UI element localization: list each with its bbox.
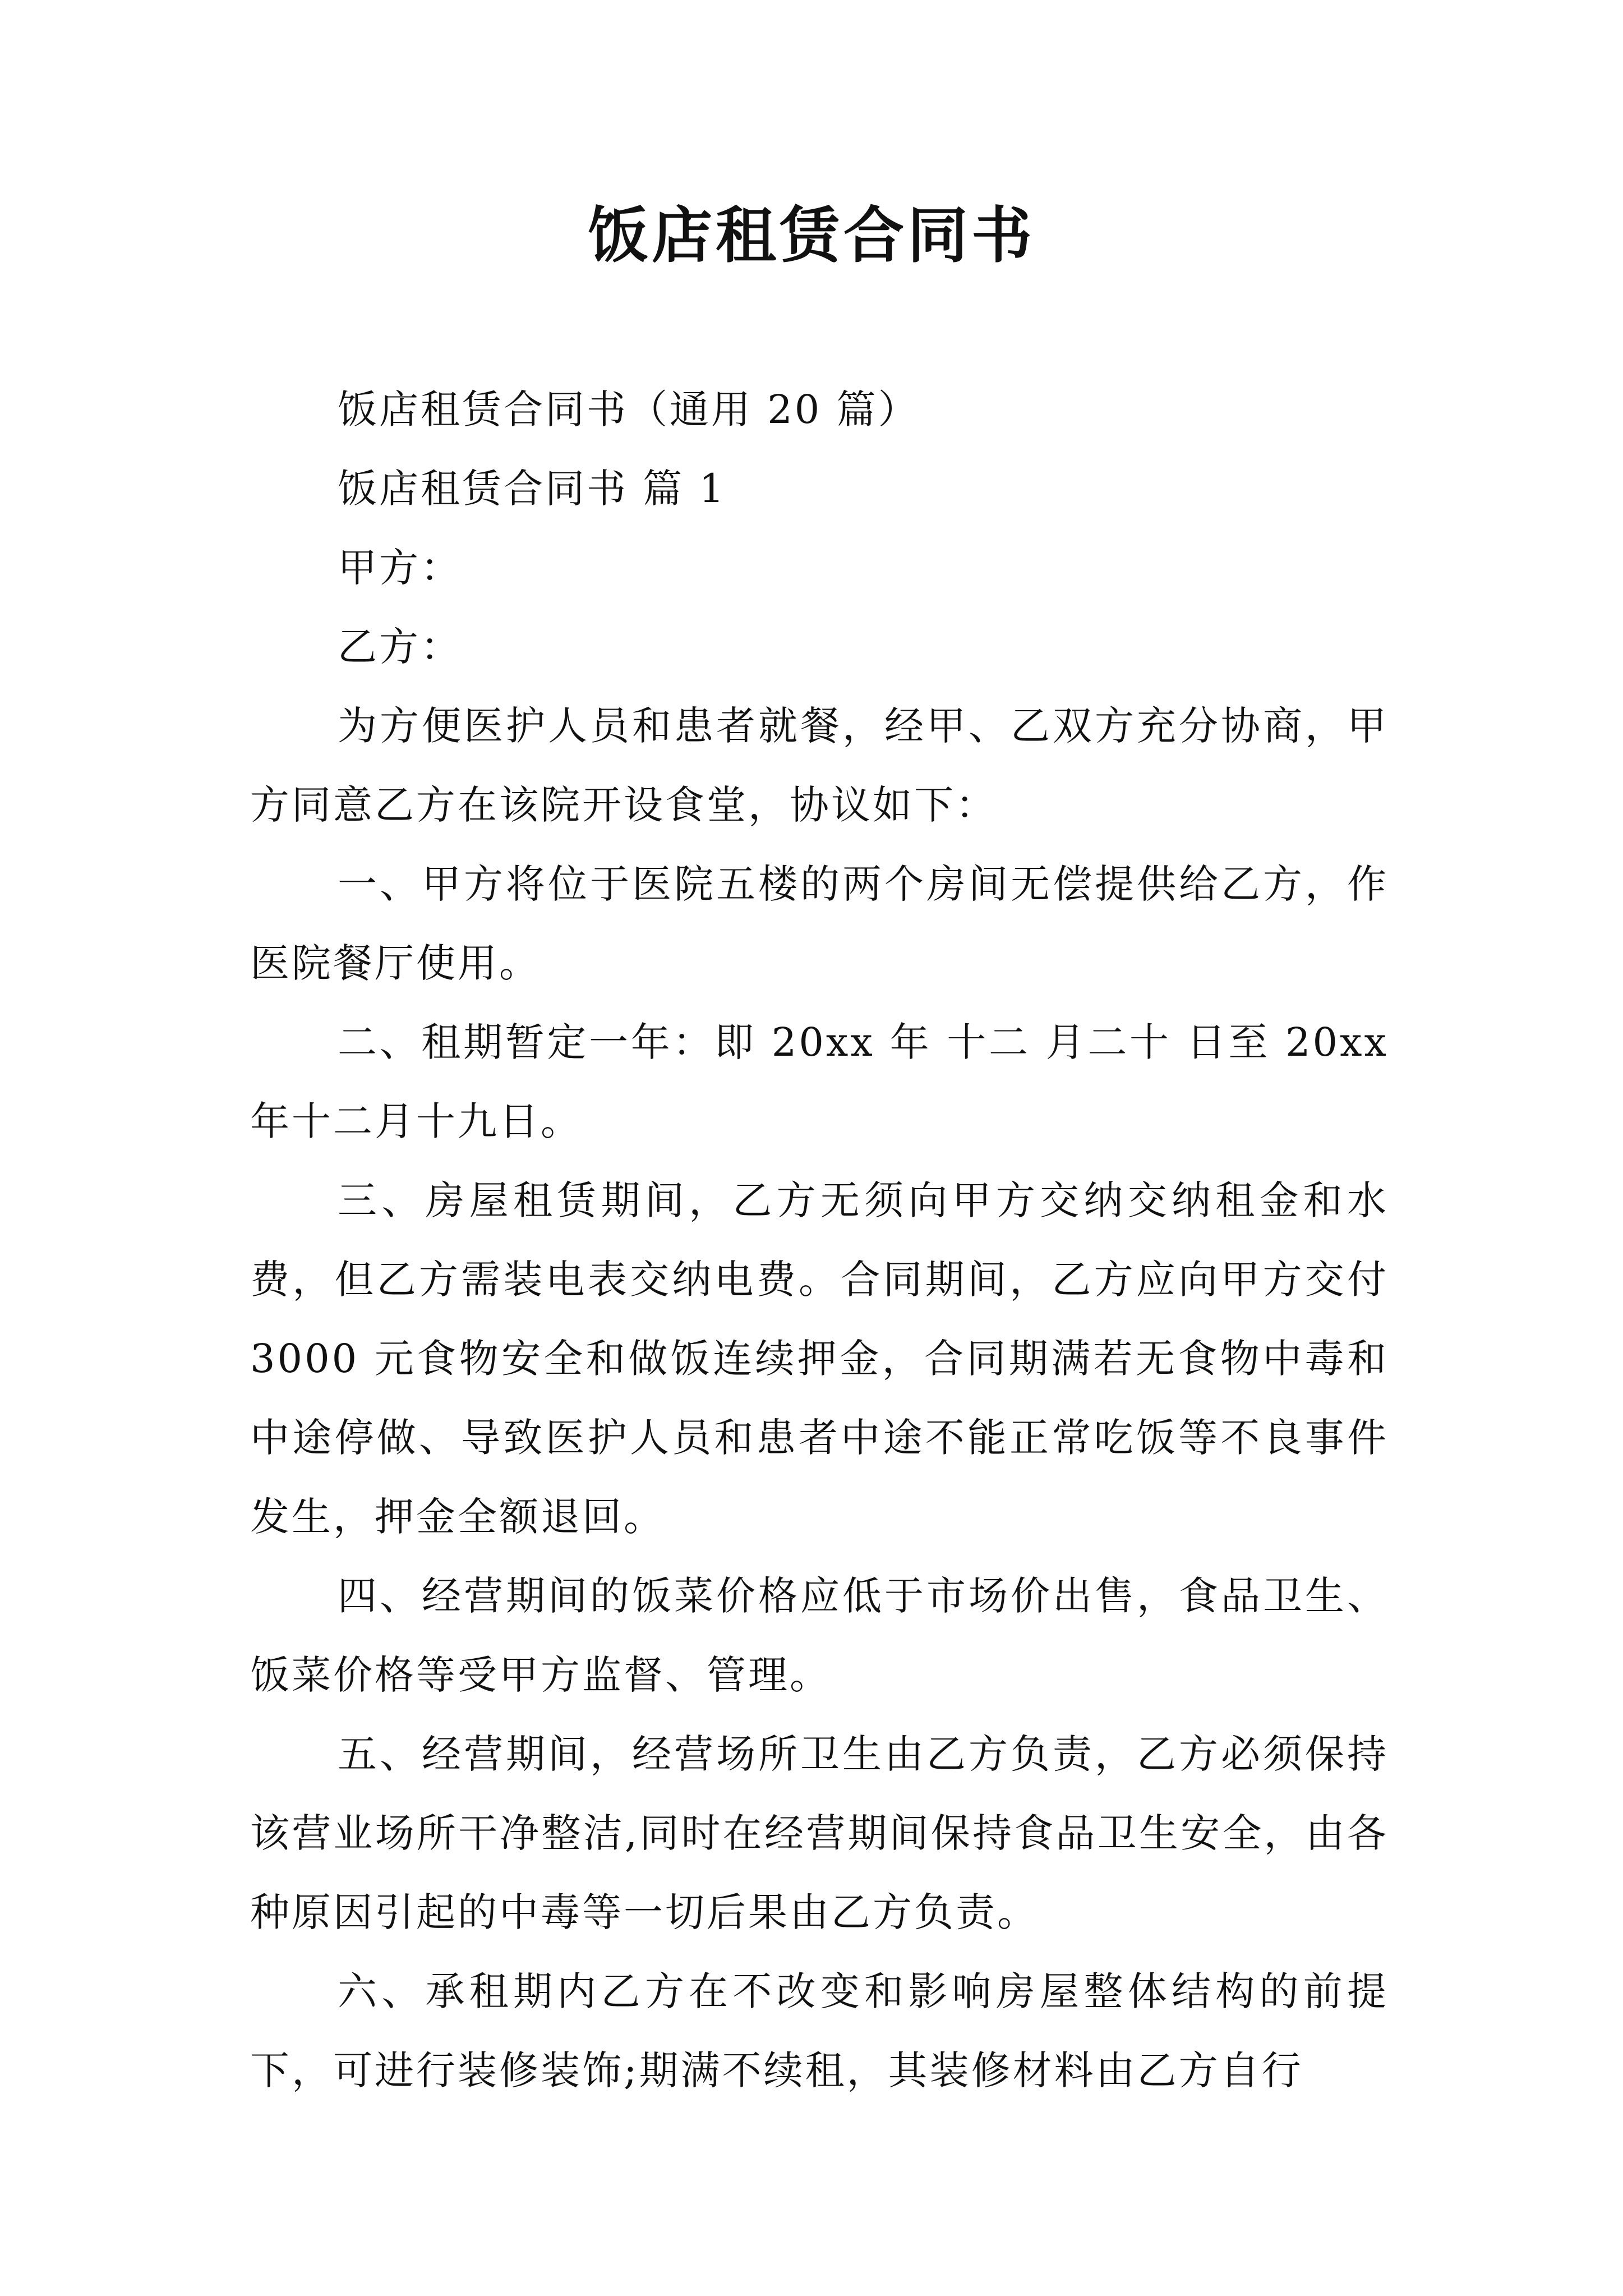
- clause-6: 六、承租期内乙方在不改变和影响房屋整体结构的前提下，可进行装修装饰;期满不续租，其装修材料由乙方自行: [250, 1968, 1389, 2093]
- clause-2: 二、租期暂定一年：即 20xx 年 十二 月二十 日至 20xx 年十二月十九日。: [250, 1019, 1389, 1144]
- clause-5: 五、经营期间，经营场所卫生由乙方负责，乙方必须保持该营业场所干净整洁,同时在经营期间保持食品卫生安全，由各种原因引起的中毒等一切后果由乙方负责。: [250, 1731, 1389, 1935]
- document-title: 饭店租赁合同书: [587, 200, 1035, 271]
- party-a-line: 甲方：: [338, 545, 462, 591]
- party-b-line: 乙方：: [338, 624, 462, 670]
- clause-3: 三、房屋租赁期间，乙方无须向甲方交纳交纳租金和水费，但乙方需装电表交纳电费。合同期间，乙方应向甲方交付 3000 元食物安全和做饭连续押金，合同期满若无食物中毒和中途停做、导致医护人员和患者中途不能正常吃饭等不良事件发生，押金全额退回。: [250, 1177, 1389, 1540]
- intro-paragraph: 为方便医护人员和患者就餐，经甲、乙双方充分协商，甲方同意乙方在该院开设食堂，协议如下：: [250, 703, 1389, 828]
- document-body: [250, 370, 1389, 2110]
- clause-4: 四、经营期间的饭菜价格应低于市场价出售，食品卫生、饭菜价格等受甲方监督、管理。: [250, 1573, 1389, 1698]
- section-heading: 饭店租赁合同书 篇 1: [338, 466, 727, 512]
- subtitle-paragraph: 饭店租赁合同书（通用 20 篇）: [338, 386, 920, 432]
- clause-1: 一、甲方将位于医院五楼的两个房间无偿提供给乙方，作医院餐厅使用。: [250, 861, 1389, 986]
